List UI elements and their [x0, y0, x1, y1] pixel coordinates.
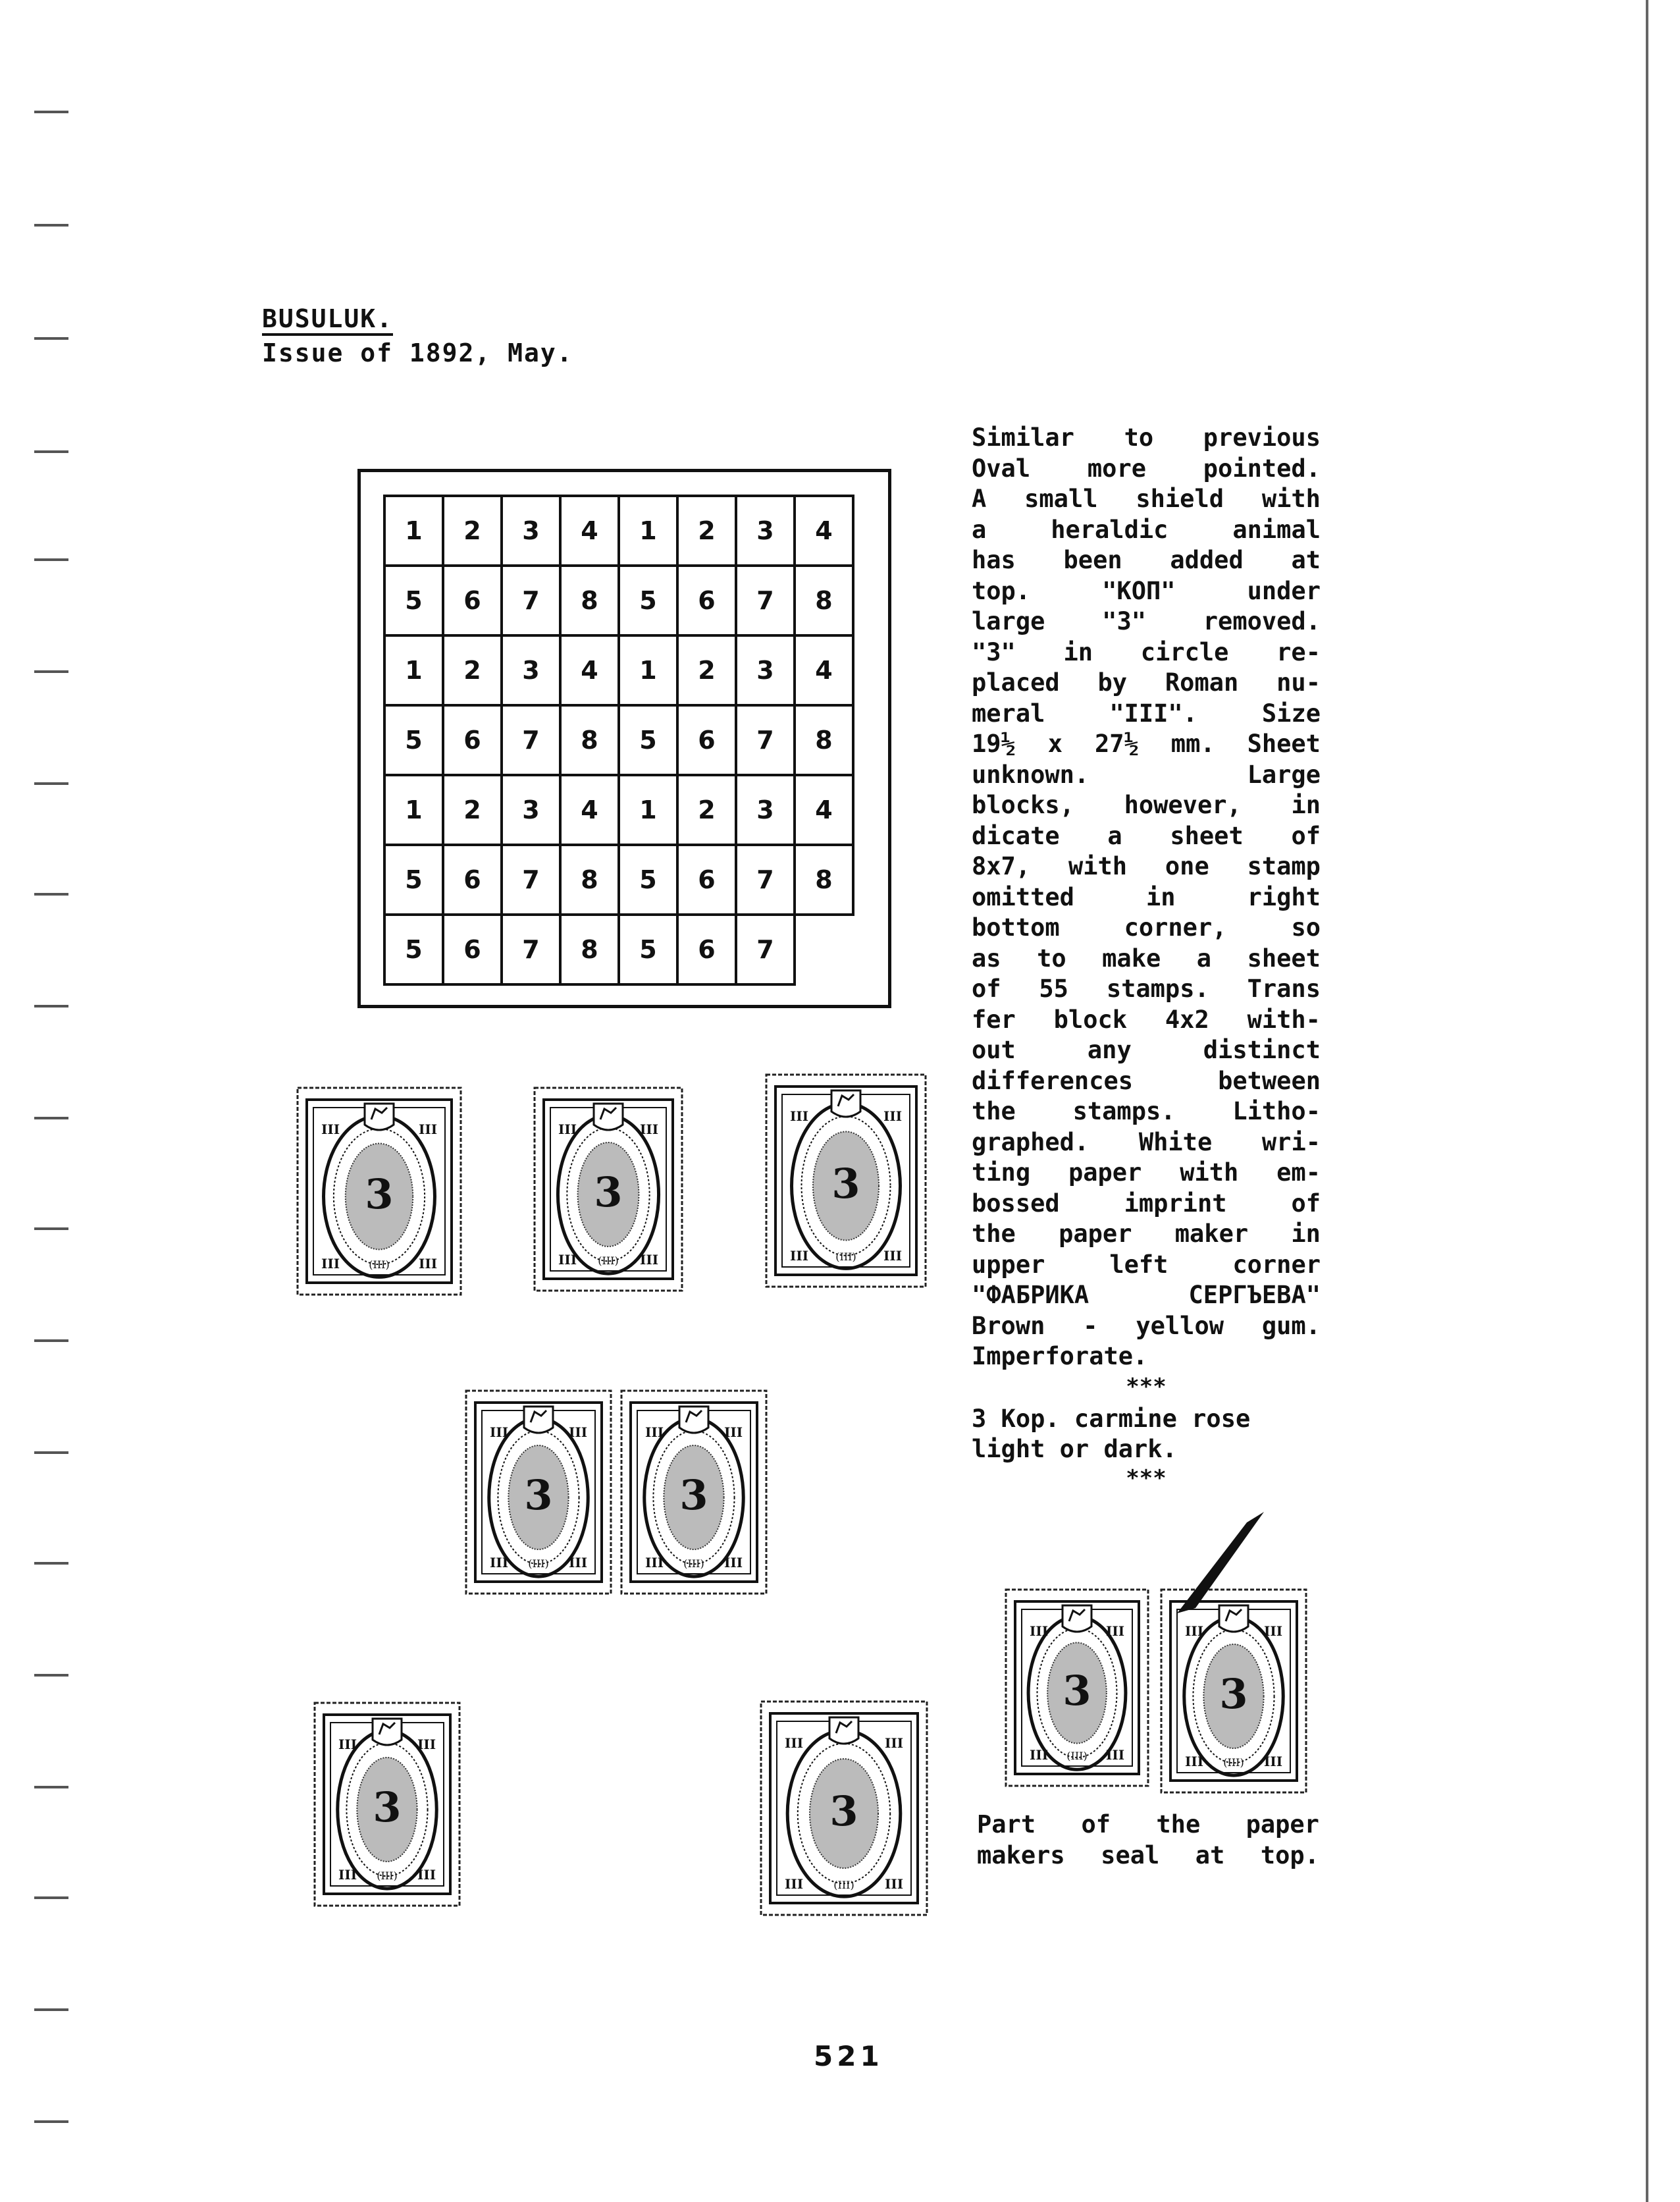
svg-text:III: III	[419, 1121, 438, 1137]
binder-mark	[34, 1451, 68, 1454]
svg-text:III: III	[1264, 1754, 1283, 1769]
svg-text:III: III	[724, 1424, 743, 1440]
description-line: unknown. Large	[972, 760, 1321, 789]
description-line: Brown - yellow gum.	[972, 1311, 1321, 1340]
value-line: 3 Kop. carmine rose	[972, 1404, 1251, 1433]
sheet-cell: 6	[676, 844, 737, 916]
svg-text:III: III	[338, 1736, 357, 1752]
sheet-cell: 3	[500, 774, 562, 846]
sheet-cell: 7	[500, 844, 562, 916]
binder-mark	[34, 1562, 68, 1565]
sheet-cell: 6	[442, 704, 503, 776]
description-line: differences between	[972, 1066, 1321, 1095]
sheet-cell: 8	[559, 844, 620, 916]
svg-text:III: III	[490, 1424, 509, 1440]
sheet-cell: 7	[735, 704, 796, 776]
stamp-illustration	[463, 1388, 614, 1596]
description-line: meral "III". Size	[972, 699, 1321, 728]
binder-mark	[34, 558, 68, 561]
svg-text:III: III	[558, 1252, 577, 1268]
sheet-cell: 5	[617, 564, 679, 637]
svg-text:3: 3	[679, 1471, 708, 1519]
sheet-cell: 6	[676, 704, 737, 776]
svg-text:III: III	[883, 1248, 903, 1264]
sheet-cell: 8	[559, 704, 620, 776]
binder-mark	[34, 337, 68, 340]
sheet-cell: 5	[383, 564, 444, 637]
stamp-caption	[977, 1810, 1319, 1871]
description-line: Imperforate.	[972, 1342, 1148, 1370]
binder-mark	[34, 2008, 68, 2011]
svg-text:3: 3	[831, 1160, 860, 1208]
sheet-cell: 5	[617, 704, 679, 776]
binder-mark	[34, 1674, 68, 1677]
sheet-cell: 8	[793, 844, 854, 916]
description-line: "ФАБРИКА СЕРГЪЕВА"	[972, 1281, 1321, 1309]
value-line: light or dark.	[972, 1435, 1177, 1463]
description-line: fer block 4x2 with-	[972, 1005, 1321, 1034]
sheet-cell: 8	[793, 704, 854, 776]
binder-mark	[34, 893, 68, 896]
svg-text:(III): (III)	[833, 1879, 854, 1891]
binder-mark	[34, 1117, 68, 1119]
binder-mark	[34, 224, 68, 227]
sheet-cell: 7	[500, 564, 562, 637]
binder-mark	[34, 670, 68, 673]
sheet-cell: 1	[383, 495, 444, 567]
binder-mark	[34, 1005, 68, 1007]
svg-text:(III): (III)	[369, 1258, 390, 1271]
svg-text:III: III	[790, 1108, 809, 1124]
description-line: Oval more pointed.	[972, 454, 1321, 483]
svg-text:3: 3	[1063, 1667, 1091, 1715]
description-line: graphed. White wri-	[972, 1127, 1321, 1156]
svg-text:III: III	[490, 1555, 509, 1571]
svg-text:III: III	[790, 1248, 809, 1264]
description-line: 8x7, with one stamp	[972, 852, 1321, 880]
description-line: dicate a sheet of	[972, 821, 1321, 850]
svg-text:III: III	[785, 1735, 804, 1751]
sheet-cell: 1	[383, 634, 444, 707]
sheet-cell: 5	[383, 913, 444, 986]
sheet-cell: 3	[500, 634, 562, 707]
description-line: Similar to previous	[972, 423, 1321, 452]
description-text	[972, 423, 1321, 1491]
svg-text:III: III	[640, 1121, 659, 1137]
svg-text:III: III	[645, 1555, 664, 1571]
page-edge	[1646, 0, 1648, 2202]
sheet-cell: 8	[559, 564, 620, 637]
sheet-cell: 4	[559, 774, 620, 846]
description-line: bossed imprint of	[972, 1189, 1321, 1218]
description-line: top. "КОП" under	[972, 576, 1321, 605]
svg-text:III: III	[885, 1876, 904, 1892]
svg-text:III: III	[883, 1108, 903, 1124]
sheet-cell: 3	[735, 495, 796, 567]
sheet-cell: 1	[617, 634, 679, 707]
sheet-cell: 1	[617, 774, 679, 846]
issue-subheading: Issue of 1892, May.	[262, 338, 573, 367]
sheet-cell: 2	[676, 495, 737, 567]
stamp-illustration	[764, 1072, 928, 1289]
svg-text:III: III	[1106, 1747, 1125, 1763]
sheet-cell: 7	[500, 704, 562, 776]
sheet-cell: 1	[617, 495, 679, 567]
svg-text:(III): (III)	[835, 1250, 856, 1263]
separator-stars: ***	[1126, 1464, 1167, 1491]
sheet-cell: 8	[559, 913, 620, 986]
svg-text:III: III	[338, 1867, 357, 1883]
description-line: the stamps. Litho-	[972, 1097, 1321, 1125]
svg-text:3: 3	[594, 1168, 623, 1216]
svg-text:(III): (III)	[683, 1557, 704, 1570]
binder-mark	[34, 1227, 68, 1230]
description-line: as to make a sheet	[972, 944, 1321, 973]
sheet-cell: 7	[735, 913, 796, 986]
sheet-cell: 4	[793, 495, 854, 567]
svg-text:III: III	[1264, 1623, 1283, 1639]
sheet-cell: 4	[559, 634, 620, 707]
binder-mark	[34, 1896, 68, 1899]
sheet-cell: 1	[383, 774, 444, 846]
sheet-cell: 5	[617, 844, 679, 916]
sheet-cell: 2	[442, 495, 503, 567]
sheet-cell: 6	[442, 844, 503, 916]
description-line: out any distinct	[972, 1036, 1321, 1064]
caption-line: Part of the paper	[977, 1810, 1319, 1839]
stamp-illustration	[619, 1388, 769, 1596]
svg-text:(III): (III)	[528, 1557, 549, 1570]
sheet-cell: 5	[383, 704, 444, 776]
svg-text:III: III	[419, 1256, 438, 1272]
description-line: A small shield with	[972, 485, 1321, 513]
svg-text:(III): (III)	[1223, 1756, 1244, 1769]
sheet-cell: 5	[617, 913, 679, 986]
description-line: large "3" removed.	[972, 607, 1321, 635]
svg-text:III: III	[724, 1555, 743, 1571]
binder-mark	[34, 111, 68, 113]
description-line: omitted in right	[972, 882, 1321, 911]
svg-text:III: III	[569, 1424, 588, 1440]
description-line: ting paper with em-	[972, 1158, 1321, 1187]
binder-mark	[34, 1339, 68, 1342]
sheet-cell: 3	[735, 774, 796, 846]
svg-text:III: III	[645, 1424, 664, 1440]
svg-text:III: III	[569, 1555, 588, 1571]
description-line: has been added at	[972, 546, 1321, 574]
stamp-illustration	[1003, 1587, 1151, 1788]
stamp-illustration	[312, 1700, 462, 1908]
svg-text:III: III	[885, 1735, 904, 1751]
binder-mark	[34, 782, 68, 785]
sheet-cell: 2	[676, 634, 737, 707]
sheet-cell: 6	[676, 913, 737, 986]
svg-text:III: III	[558, 1121, 577, 1137]
sheet-cell: 4	[559, 495, 620, 567]
pointer-arrow-icon	[1165, 1508, 1271, 1620]
sheet-cell: 8	[793, 564, 854, 637]
description-line: 19½ x 27½ mm. Sheet	[972, 730, 1321, 758]
description-line: bottom corner, so	[972, 913, 1321, 942]
svg-text:(III): (III)	[1066, 1750, 1088, 1762]
stamp-illustration	[758, 1699, 930, 1918]
page-number: 521	[814, 2040, 883, 2072]
description-line: placed by Roman nu-	[972, 668, 1321, 697]
svg-text:III: III	[417, 1867, 436, 1883]
binder-mark	[34, 2120, 68, 2123]
caption-line: makers seal at top.	[977, 1840, 1319, 1869]
sheet-cell: 4	[793, 774, 854, 846]
sheet-cell: 2	[676, 774, 737, 846]
svg-text:(III): (III)	[377, 1869, 398, 1882]
svg-text:III: III	[640, 1252, 659, 1268]
description-line: blocks, however, in	[972, 791, 1321, 819]
sheet-cell: 5	[383, 844, 444, 916]
sheet-cell: 6	[442, 913, 503, 986]
description-line: of 55 stamps. Trans	[972, 975, 1321, 1003]
svg-text:III: III	[321, 1121, 340, 1137]
description-line: "3" in circle re-	[972, 637, 1321, 666]
svg-text:III: III	[1106, 1623, 1125, 1639]
sheet-cell: 2	[442, 774, 503, 846]
sheet-cell: 7	[500, 913, 562, 986]
sheet-cell: 6	[676, 564, 737, 637]
description-line: upper left corner	[972, 1250, 1321, 1279]
sheet-cell: 3	[735, 634, 796, 707]
description-line: the paper maker in	[972, 1220, 1321, 1248]
description-lines	[972, 423, 1321, 1372]
sheet-cell: 4	[793, 634, 854, 707]
stamp-illustration	[295, 1085, 463, 1297]
sheet-cell: 7	[735, 844, 796, 916]
sheet-cell: 2	[442, 634, 503, 707]
svg-text:3: 3	[829, 1787, 858, 1835]
svg-text:III: III	[321, 1256, 340, 1272]
svg-text:3: 3	[365, 1170, 394, 1218]
svg-text:III: III	[785, 1876, 804, 1892]
svg-text:3: 3	[1219, 1670, 1248, 1718]
binder-mark	[34, 1786, 68, 1788]
sheet-cell: 7	[735, 564, 796, 637]
sheet-cell: 6	[442, 564, 503, 637]
svg-text:III: III	[1185, 1623, 1204, 1639]
stamp-illustration	[532, 1085, 685, 1293]
svg-text:III: III	[1185, 1754, 1204, 1769]
svg-text:(III): (III)	[598, 1254, 619, 1267]
description-line: a heraldic animal	[972, 515, 1321, 544]
sheet-layout-diagram	[357, 469, 891, 1008]
separator-stars: ***	[1126, 1373, 1167, 1400]
svg-text:III: III	[1030, 1747, 1049, 1763]
page-heading: BUSULUK.	[262, 304, 393, 336]
svg-text:III: III	[1030, 1623, 1049, 1639]
binder-mark	[34, 450, 68, 453]
sheet-cell: 3	[500, 495, 562, 567]
svg-text:III: III	[417, 1736, 436, 1752]
svg-text:3: 3	[524, 1471, 553, 1519]
svg-text:3: 3	[373, 1783, 402, 1831]
